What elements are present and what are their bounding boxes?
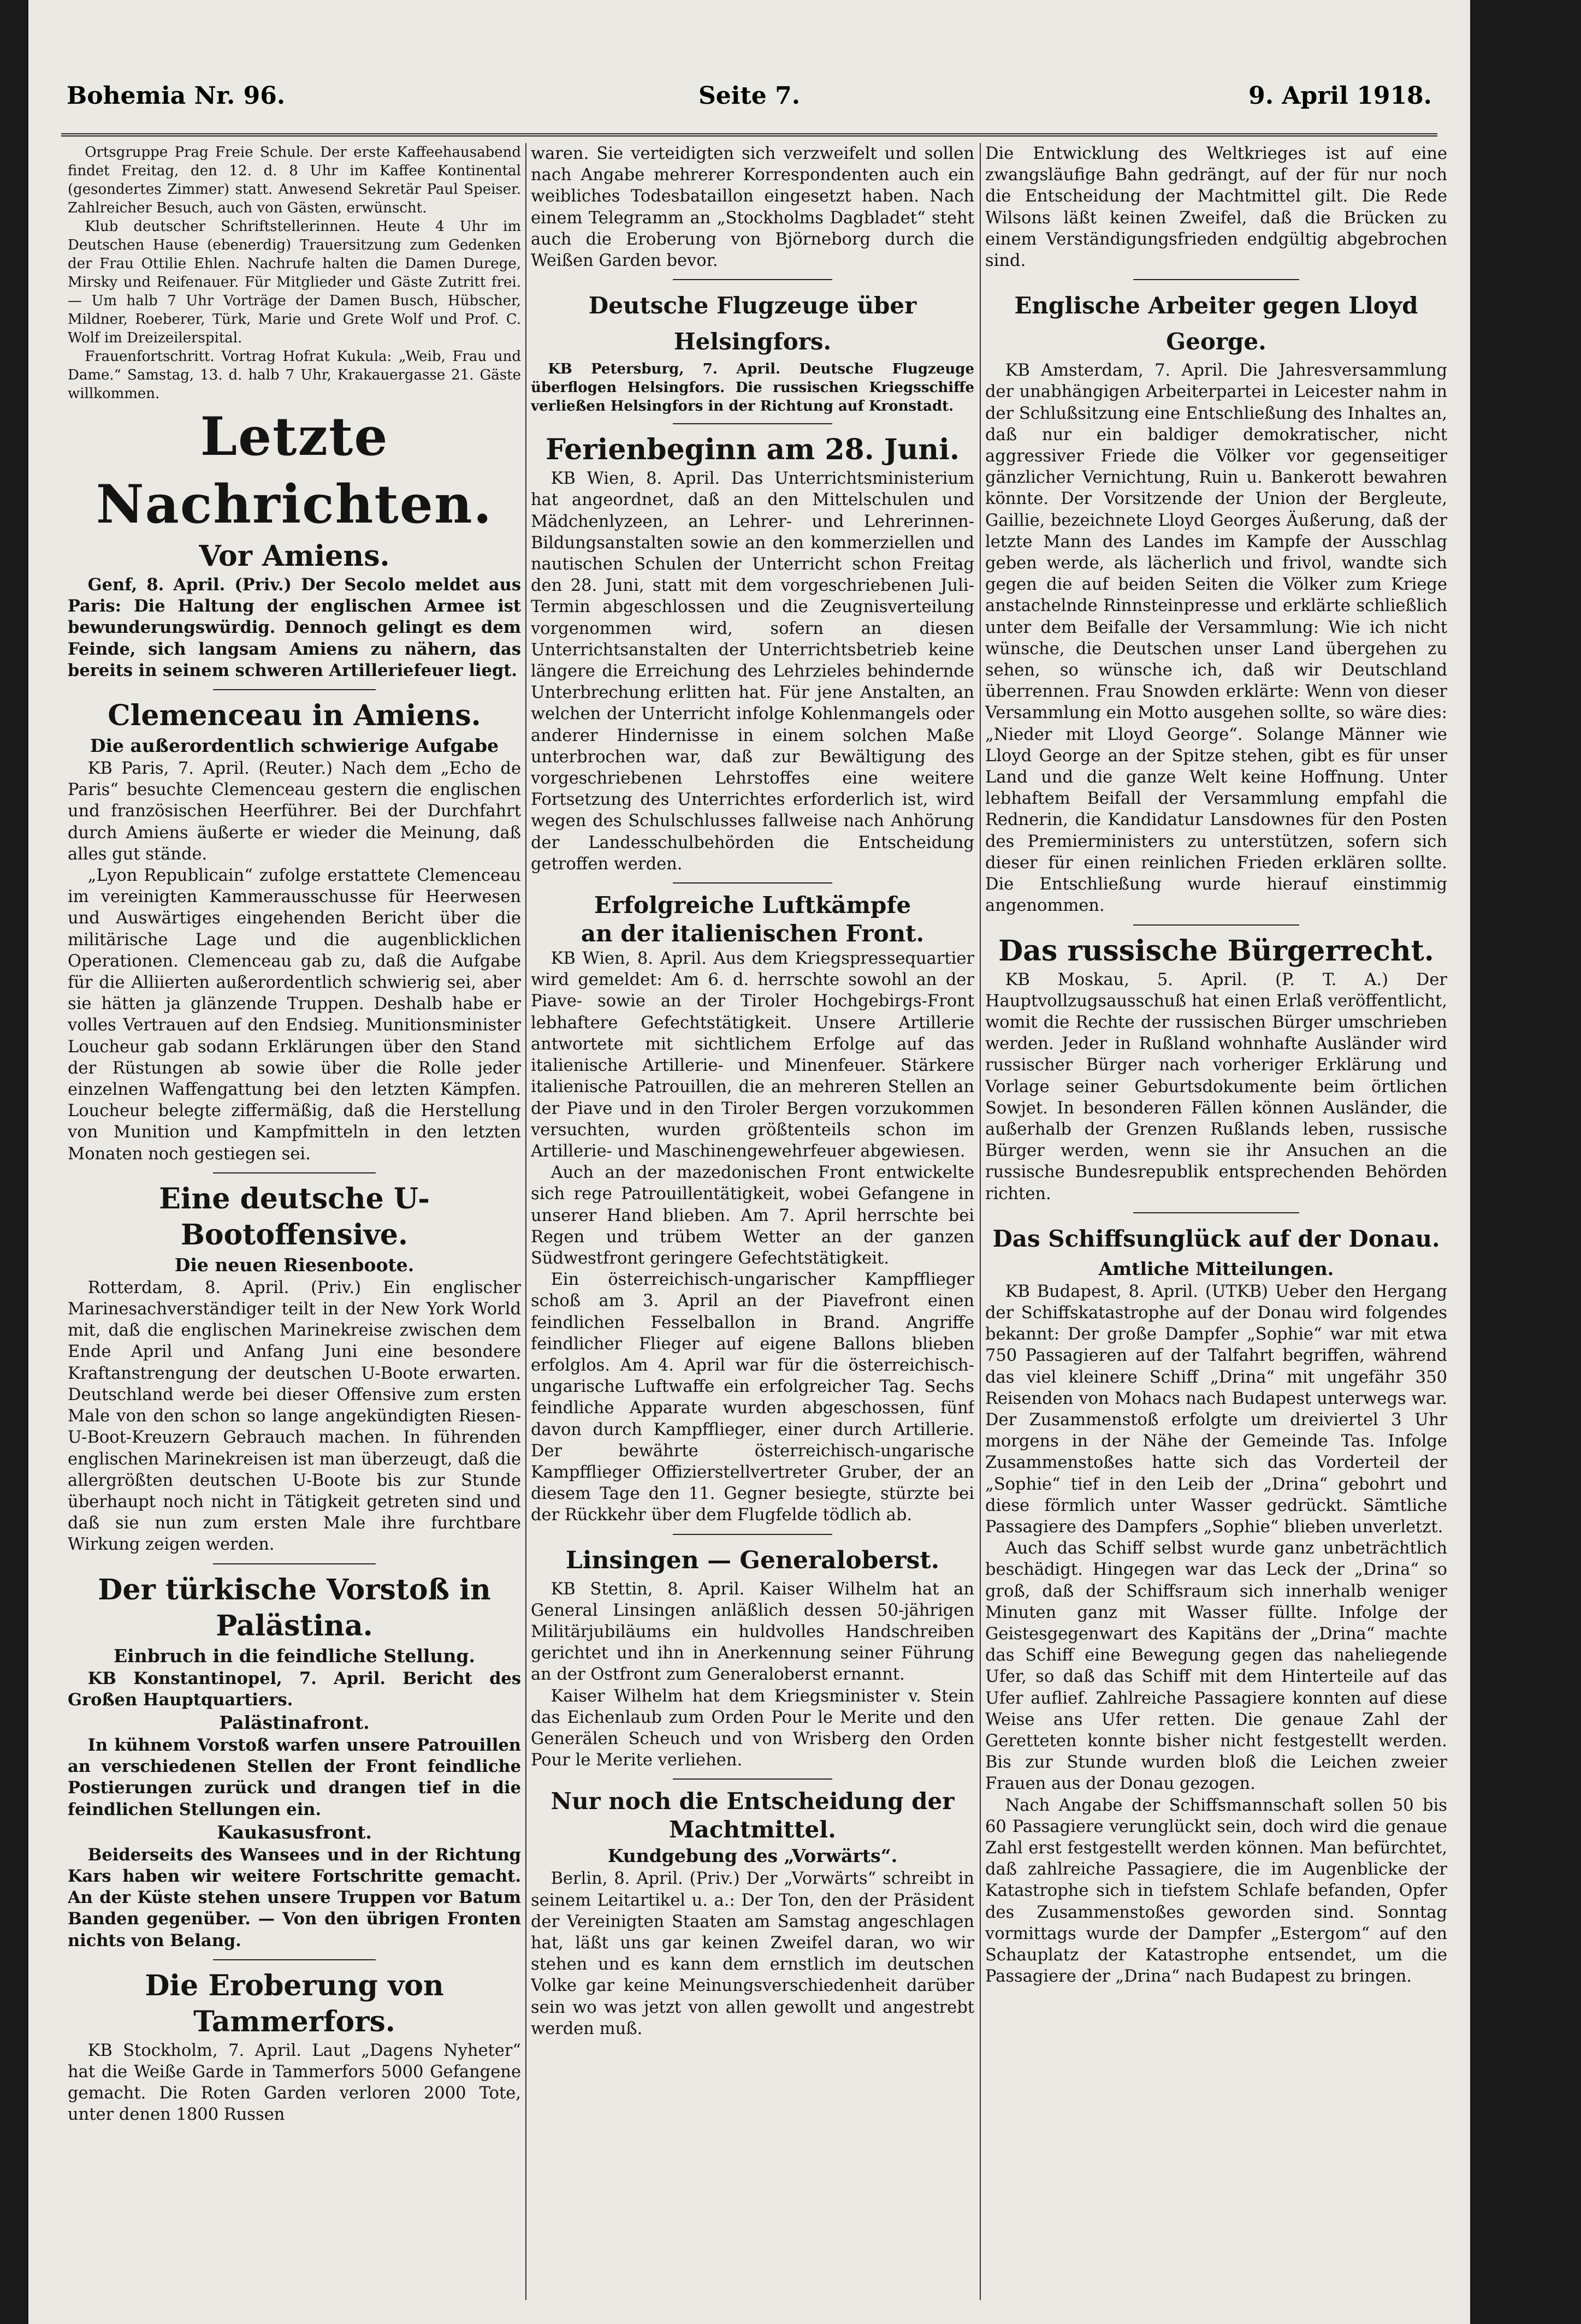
newspaper-page — [28, 0, 1470, 2324]
article-heading: Die Eroberung von Tammerfors. — [145, 1969, 444, 2038]
page-header — [67, 82, 1432, 131]
article-body: Kaiser Wilhelm hat dem Kriegsminister v. Stein das Eichenlaub zum Orden Pour le Merite und den Generälen Scheuch und von Wrisberg den Orden Pour le Merite verliehen. — [531, 1686, 974, 1770]
article-heading: Erfolgreiche Luftkämpfe — [594, 892, 911, 919]
separator — [673, 279, 832, 280]
separator — [1133, 1212, 1300, 1213]
separator — [213, 1172, 376, 1173]
header-rule — [61, 133, 1437, 137]
article-body: Die Entwicklung des Weltkrieges ist auf eine zwangsläufige Bahn gedrängt, auf der für nur noch die Entscheidung der Machtmittel gilt. Die Rede Wilsons läßt keinen Zweifel, daß die Brücken zu einem Verständigungsfrieden endgültig abgebrochen sind. — [985, 144, 1447, 271]
article-subheading: Die außerordentlich schwierige Aufgabe — [90, 735, 499, 757]
article-subheading: Die neuen Riesenboote. — [174, 1254, 415, 1276]
article-body: Rotterdam, 8. April. (Priv.) Ein englischer Marinesachverständiger teilt in der New York World mit, daß die englischen Marinekreise zwischen dem Ende April und Anfang Juni eine besondere Kraftanstrengung der deutschen U-Boote erwarten. Deutschland werde bei dieser Offensive zum ersten Male von den schon so lange angekündigten Riesen-U-Boot-Kreuzern Gebrauch machen. In führenden englischen Marinekreisen ist man überzeugt, daß die allergrößten deutschen U-Boote bis zur Stunde überhaupt noch nicht in Tätigkeit getreten sind und daß sie nun zum ersten Male ihre furchtbare Wirkung zeigen werden. — [68, 1278, 521, 1555]
front-label: Kaukasusfront. — [217, 1821, 372, 1843]
column-rule — [525, 143, 526, 2300]
article-heading: Das russische Bürgerrecht. — [998, 934, 1434, 968]
separator — [673, 882, 832, 884]
notice-schriftstellerinnen: Klub deutscher Schriftstellerinnen. Heute 4 Uhr im Deutschen Hause (ebenerdig) Trauersitzung zum Gedenken der Frau Ottilie Ehlen. Nachrufe halten die Damen Durege, Mirsky und Reifenauer. Für Mitglieder und Gäste Zutritt frei. — Um halb 7 Uhr Vorträge der Damen Busch, Hübscher, Mildner, Roeberer, Türk, Marie und Grete Wolf und Prof. C. Wolf im Dreizeilerspital. — [68, 218, 521, 346]
article-body: In kühnem Vorstoß warfen unsere Patrouillen an verschiedenen Stellen der Front feindliche Postierungen zurück und drangen tief in die feindlichen Stellungen ein. — [68, 1735, 521, 1819]
column-1 — [68, 143, 521, 2305]
article-body: KB Paris, 7. April. (Reuter.) Nach dem „Echo de Paris“ besuchte Clemenceau gestern die englischen und französischen Heerführer. Bei der Durchfahrt durch Amiens äußerte er wieder die Meinung, daß alles gut stände. — [68, 759, 521, 864]
article-body: KB Konstantinopel, 7. April. Bericht des Großen Hauptquartiers. — [68, 1668, 521, 1710]
article-body: KB Wien, 8. April. Das Unterrichtsministerium hat angeordnet, daß an den Mittelschulen und Mädchenlyzeen, an Lehrer- und Lehrerinnen-Bildungsanstalten sowie an den kommerziellen und nautischen Schulen der Unterricht schon Freitag den 28. Juni, statt mit dem vorgeschriebenen Juli-Termin abgeschlossen und die Zeugnisverteilung vorgenommen wird, sofern an diesen Unterrichtsanstalten der Unterrichtsbetrieb keine längere die Erreichung des Lehrzieles behindernde Unterbrechung erlitten hat. Für jene Anstalten, an welchen der Unterricht infolge Kohlenmangels oder anderer Hindernisse in einem solchen Maße unterbrochen war, daß zur Bewältigung des vorgeschriebenen Lehrstoffes eine weitere Fortsetzung des Unterrichtes erforderlich ist, wird wegen des Schulschlusses fallweise nach Anhörung der Landesschulbehörden die Entscheidung getroffen werden. — [531, 469, 974, 874]
article-heading: Linsingen — Generaloberst. — [565, 1546, 940, 1574]
separator — [673, 423, 832, 424]
article-heading: Deutsche Flugzeuge über Helsingfors. — [588, 292, 917, 355]
article-body: Nach Angabe der Schiffsmannschaft sollen 50 bis 60 Passagiere verunglückt sein, doch wird die genaue Zahl erst festgestellt werden können. Man befürchtet, daß zahlreiche Passagiere, die im Augenblicke der Katastrophe sich in tiefstem Schlafe befanden, Opfer des Zusammenstoßes geworden sind. Sonntag vormittags wurde der Dampfer „Estergom“ auf den Schauplatz der Katastrophe entsendet, um die Passagiere der „Drina“ nach Budapest zu bringen. — [985, 1795, 1447, 1987]
article-body: „Lyon Republicain“ zufolge erstattete Clemenceau im vereinigten Kammerausschusse für Heerwesen und Auswärtiges eingehenden Bericht über die militärische Lage und die augenblicklichen Operationen. Clemenceau gab zu, daß die Aufgabe für die Alliierten außerordentlich schwierig sei, aber sie hätten ja glänzende Truppen. Deshalb habe er volles Vertrauen auf den Endsieg. Munitionsminister Loucheur gab sodann Erklärungen über den Stand der Rüstungen ab sowie über die Rolle jeder einzelnen Waffengattung bei den letzten Kämpfen. Loucheur belegte ziffermäßig, daß die Herstellung von Munition und Kampfmitteln in den letzten Monaten noch gestiegen sei. — [68, 866, 521, 1164]
separator — [213, 1959, 376, 1960]
separator — [673, 1534, 832, 1535]
separator — [673, 1778, 832, 1780]
notice-freie-schule: Ortsgruppe Prag Freie Schule. Der erste Kaffeehausabend findet Freitag, den 12. d. 8 Uhr im Kaffee Kontinental (gesondertes Zimmer) statt. Anwesend Sekretär Paul Speiser. Zahlreicher Besuch, auch von Gästen, erwünscht. — [68, 144, 521, 216]
article-subheading: Einbruch in die feindliche Stellung. — [114, 1645, 475, 1667]
article-heading: Das Schiffsunglück auf der Donau. — [992, 1225, 1440, 1252]
article-body: KB Stockholm, 7. April. Laut „Dagens Nyheter“ hat die Weiße Garde in Tammerfors 5000 Gefangene gemacht. Die Roten Garden verloren 2000 Tote, unter denen 1800 Russen — [68, 2041, 521, 2125]
publication-issue: Bohemia Nr. 96. — [67, 82, 286, 110]
column-rule — [980, 143, 981, 2300]
article-body: Beiderseits des Wansees und in der Richtung Kars haben wir weitere Fortschritte gemacht. An der Küste stehen unsere Truppen vor Batum Banden gegenüber. — Von den übrigen Fronten nichts von Belang. — [68, 1845, 521, 1950]
article-body: KB Amsterdam, 7. April. Die Jahresversammlung der unabhängigen Arbeiterpartei in Leicester nahm in der Schlußsitzung eine Entschließung des Inhaltes an, daß nur ein baldiger demokratischer, nicht aggressiver Friede die Völker vor gegenseitiger gänzlicher Vernichtung, Ruin u. Bankerott bewahren könnte. Der Vorsitzende der Union der Bergleute, Gaillie, bezeichnete Lloyd Georges Äußerung, daß der letzte Mann des Landes im Kampfe der Ausschlag geben werde, als lächerlich und frivol, wandte sich gegen die auf beiden Seiten die Völker zum Kriege anstachelnde Rinnsteinpresse und erklärte schließlich unter dem Beifalle der Versammlung: Wie ich nicht wünsche, die Deutschen unser Land übergehen zu sehen, so wünsche ich, daß wir Deutschland überrennen. Frau Snowden erklärte: Wenn von dieser Versammlung ein Motto ausgehen sollte, so wäre dies: „Nieder mit Lloyd George“. Solange Männer wie Lloyd George an der Spitze stehen, gibt es für unser Land und die ganze Welt keine Hoffnung. Unter lebhaftem Beifall der Versammlung empfahl die Rednerin, die Kandidatur Lansdownes für den Posten des Premierministers zu unterstützen, sofern sich dieser für einen reinlichen Frieden erklären sollte. Die Entschließung wurde hierauf einstimmig angenommen. — [985, 361, 1447, 916]
article-body: Ein österreichisch-ungarischer Kampfflieger schoß am 3. April an der Piavefront einen feindlichen Fesselballon in Brand. Angriffe feindlicher Flieger auf eigene Ballons blieben erfolglos. Am 4. April war für die österreichisch-ungarische Luftwaffe ein erfolgreicher Tag. Sechs feindliche Apparate wurden abgeschossen, fünf davon durch Kampfflieger, einer durch Artillerie. Der bewährte österreichisch-ungarische Kampfflieger Offizierstellvertreter Gruber, der an diesem Tage den 11. Gegner besiegte, stürzte bei der Rückkehr über dem Flugfelde tödlich ab. — [531, 1270, 974, 1525]
article-body: waren. Sie verteidigten sich verzweifelt und sollen nach Angabe mehrerer Korrespondenten auch ein weibliches Todesbataillon eingesetzt haben. Nach einem Telegramm an „Stockholms Dagbladet“ steht auch die Eroberung von Björneborg durch die Weißen Garden bevor. — [531, 144, 974, 271]
article-subheading: Amtliche Mitteilungen. — [1098, 1258, 1334, 1279]
article-body: Auch das Schiff selbst wurde ganz unbeträchtlich beschädigt. Hingegen war das Leck der „Drina“ so groß, daß der Schiffsraum sich innerhalb weniger Minuten ganz mit Wasser füllte. Infolge der Geistesgegenwart des Kapitäns der „Drina“ machte das Schiff eine Bewegung gegen das naheliegende Ufer, so daß das Schiff mit dem Hinterteile auf das Ufer auflief. Zahlreiche Passagiere konnten auf diese Weise ans Ufer retten. Die genaue Zahl der Geretteten konnte bisher nicht festgestellt werden. Bis zur Stunde wurden bloß die Leichen zweier Frauen aus der Donau gezogen. — [985, 1539, 1447, 1794]
article-subheading: Kundgebung des „Vorwärts“. — [607, 1845, 898, 1867]
page-number: Seite 7. — [698, 82, 801, 110]
article-body: KB Wien, 8. April. Aus dem Kriegspressequartier wird gemeldet: Am 6. d. herrschte sowohl an der Piave- sowie an der Tiroler Hochgebirgs-Front lebhaftere Gefechtstätigkeit. Unsere Artillerie antwortete mit sichtlichem Erfolge auf das italienische Artillerie- und Minenfeuer. Stärkere italienische Patrouillen, die an mehreren Stellen an der Piave und in den Tiroler Bergen vorzukommen versuchten, wurden größtenteils schon im Artillerie- und Maschinengewehrfeuer abgewiesen. — [531, 949, 974, 1161]
article-heading: an der italienischen Front. — [581, 920, 925, 947]
column-3 — [985, 143, 1447, 2305]
article-body: Genf, 8. April. (Priv.) Der Secolo meldet aus Paris: Die Haltung der englischen Armee ist bewunderungswürdig. Dennoch gelingt es dem Feinde, sich langsam Amiens zu nähern, das bereits in seinem schweren Artilleriefeuer liegt. — [68, 575, 521, 680]
separator — [1133, 924, 1300, 926]
article-heading: Vor Amiens. — [199, 540, 390, 573]
article-heading: Clemenceau in Amiens. — [108, 699, 481, 733]
article-body: KB Petersburg, 7. April. Deutsche Flugzeuge überflogen Helsingfors. Die russischen Kriegsschiffe verließen Helsingfors in der Richtung auf Kronstadt. — [531, 361, 974, 415]
article-heading: Nur noch die Entscheidung der — [550, 1788, 955, 1815]
issue-date: 9. April 1918. — [1248, 82, 1432, 110]
separator — [213, 689, 376, 690]
article-heading: Englische Arbeiter gegen Lloyd George. — [1014, 292, 1418, 355]
separator — [213, 1563, 376, 1564]
article-heading: Eine deutsche U-Bootoffensive. — [159, 1182, 430, 1252]
article-heading: Der türkische Vorstoß in Palästina. — [98, 1573, 491, 1643]
article-heading: Ferienbeginn am 28. Juni. — [546, 433, 960, 467]
notice-frauenfortschritt: Frauenfortschritt. Vortrag Hofrat Kukula: „Weib, Frau und Dame.“ Samstag, 13. d. halb 7 Uhr, Krakauergasse 21. Gäste willkommen. — [68, 348, 521, 402]
section-heading: Letzte Nachrichten. — [96, 406, 493, 535]
article-heading: Machtmittel. — [669, 1816, 836, 1843]
column-2 — [531, 143, 974, 2305]
separator — [1133, 279, 1300, 280]
front-label: Palästinafront. — [219, 1711, 370, 1733]
article-body: Berlin, 8. April. (Priv.) Der „Vorwärts“ schreibt in seinem Leitartikel u. a.: Der Ton, den der Präsident der Vereinigten Staaten am Samstag angeschlagen hat, läßt uns gar keinen Zweifel daran, wo wir stehen und es kann dem ernstlich im deutschen Volke gar keine Meinungsverschiedenheit darüber sein wo was jetzt von allen gewollt und angestrebt werden muß. — [531, 1869, 974, 2038]
article-body: KB Moskau, 5. April. (P. T. A.) Der Hauptvollzugsausschuß hat einen Erlaß veröffentlicht, womit die Rechte der russischen Bürger umschrieben werden. Jeder in Rußland wohnhafte Ausländer wird russischer Bürger nach vorheriger Erklärung und Vorlage seiner Geburtsdokumente beim örtlichen Sowjet. In besonderen Fällen können Ausländer, die außerhalb der Grenzen Rußlands leben, russische Bürger werden, wenn sie ihr Ansuchen an die russische Bundesrepublik entsprechenden Behörden richten. — [985, 970, 1447, 1204]
article-body: KB Stettin, 8. April. Kaiser Wilhelm hat an General Linsingen anläßlich dessen 50-jährigen Militärjubiläums ein huldvolles Handschreiben gerichtet und ihn in Anerkennung seiner Führung an der Ostfront zum Generaloberst ernannt. — [531, 1579, 974, 1685]
article-body: Auch an der mazedonischen Front entwickelte sich rege Patrouillentätigkeit, wobei Gefangene in unserer Hand blieben. Am 7. April herrschte bei Regen und trübem Wetter an der ganzen Südwestfront geringere Gefechtstätigkeit. — [531, 1163, 974, 1268]
article-body: KB Budapest, 8. April. (UTKB) Ueber den Hergang der Schiffskatastrophe auf der Donau wird folgendes bekannt: Der große Dampfer „Sophie“ war mit etwa 750 Passagieren auf der Talfahrt begriffen, während das viel kleinere Schiff „Drina“ mit ungefähr 350 Reisenden von Mohacs nach Budapest unterwegs war. Der Zusammenstoß erfolgte um dreiviertel 3 Uhr morgens in der Nähe der Gemeinde Tas. Infolge Zusammenstoßes hatte sich das Vorderteil der „Sophie“ tief in den Leib der „Drina“ gebohrt und diese förmlich unter Wasser gedrückt. Sämtliche Passagiere des Dampfers „Sophie“ blieben unverletzt. — [985, 1282, 1447, 1537]
